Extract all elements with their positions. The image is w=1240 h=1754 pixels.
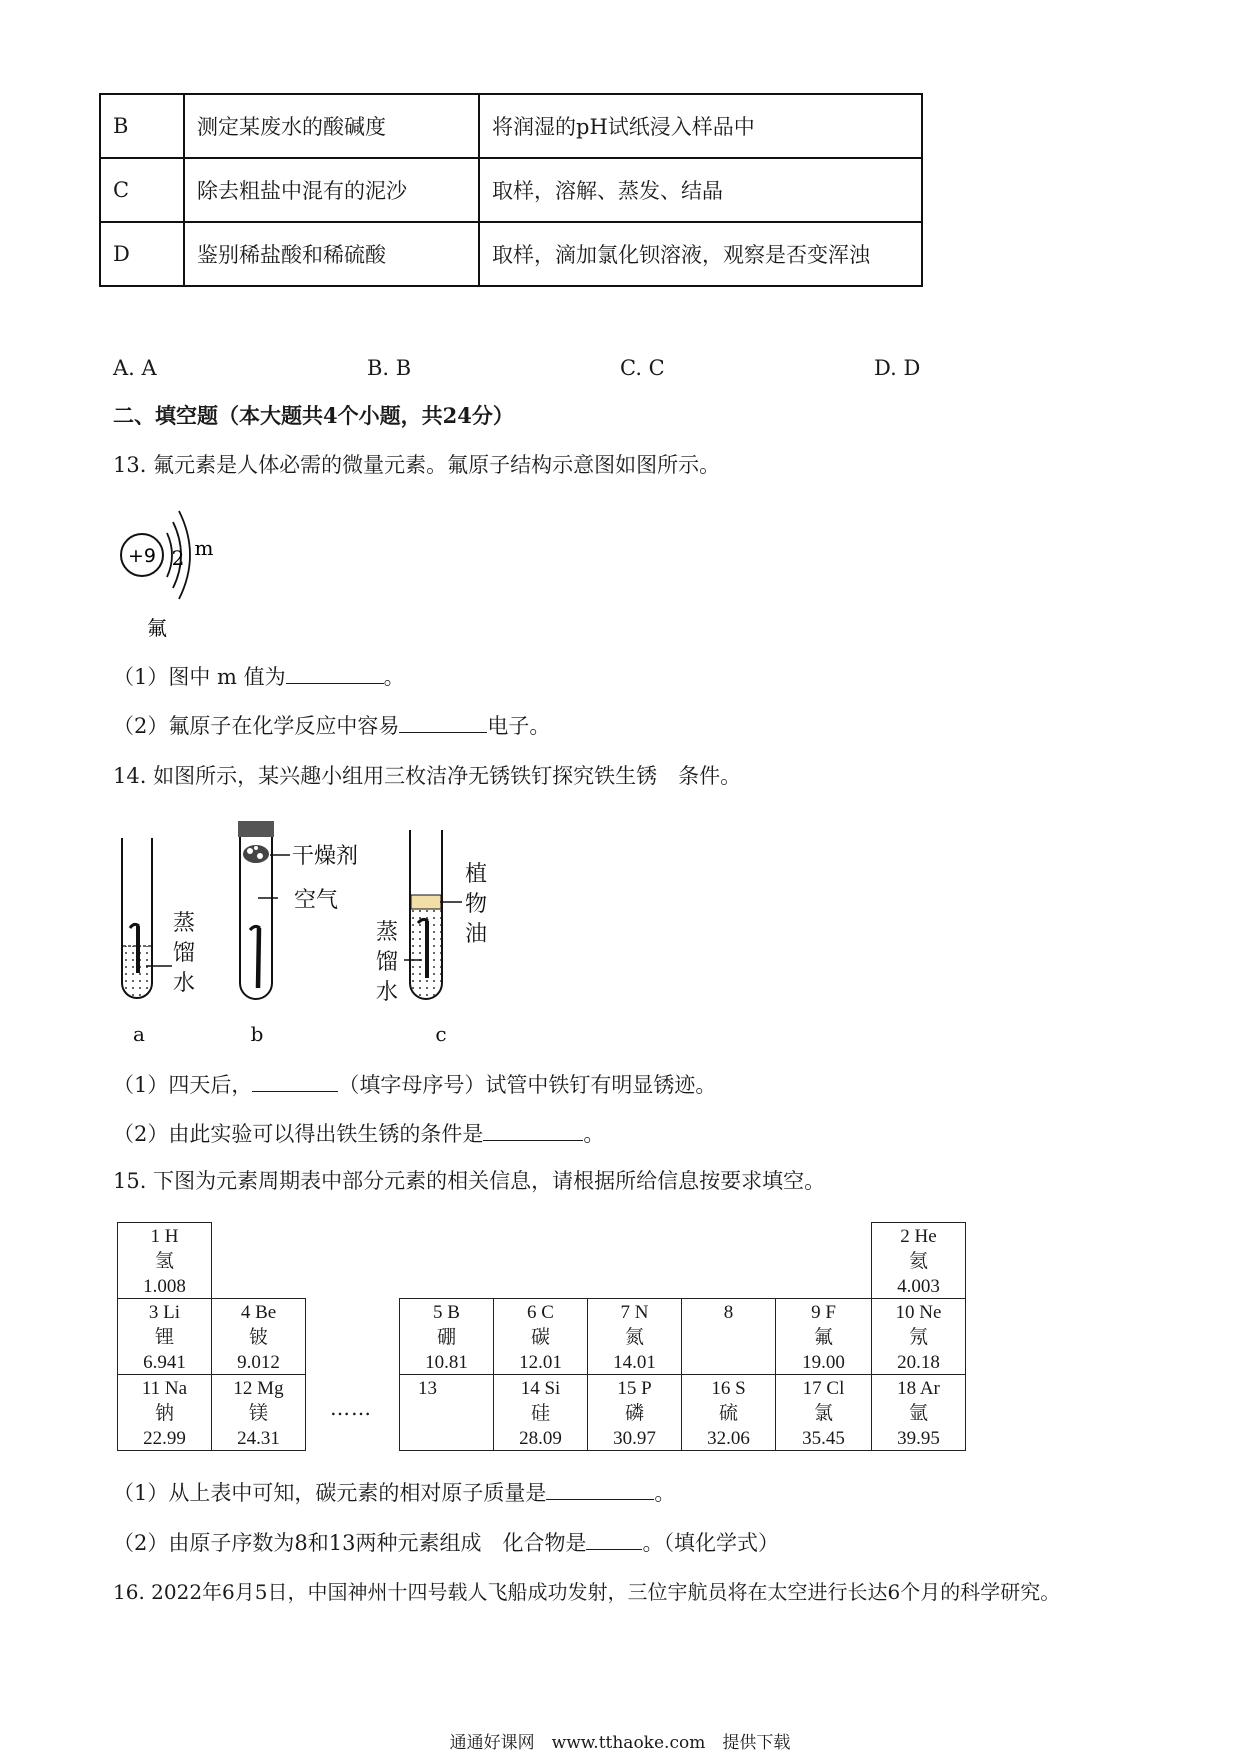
answer-blank[interactable] (483, 1120, 583, 1141)
element-cell-h: 1 H 氢 1.008 (117, 1222, 212, 1299)
option-key: C (100, 158, 184, 222)
shell1-count: 2 (171, 546, 185, 570)
label-desiccant: 干燥剂 (292, 844, 359, 869)
table-row (100, 158, 922, 222)
test-tubes-diagram (110, 818, 510, 1048)
q13-part2: （2）氟原子在化学反应中容易 电子。 (113, 714, 551, 738)
element-cell-b: 5 B 硼 10.81 (399, 1298, 494, 1375)
element-cell-na: 11 Na 钠 22.99 (117, 1374, 212, 1451)
element-cell-li: 3 Li 锂 6.941 (117, 1298, 212, 1375)
element-cell-be: 4 Be 铍 9.012 (211, 1298, 306, 1375)
tube-label-b: b (250, 1022, 264, 1046)
answer-blank[interactable] (399, 712, 487, 733)
choice-c[interactable]: C. C (620, 356, 665, 380)
option-task: 测定某废水的酸碱度 (184, 94, 479, 158)
label-vegetable-oil: 植 (465, 862, 488, 887)
element-cell-ar: 18 Ar 氩 39.95 (871, 1374, 966, 1451)
option-task: 鉴别稀盐酸和稀硫酸 (184, 222, 479, 286)
element-cell-ne: 10 Ne 氖 20.18 (871, 1298, 966, 1375)
options-table (99, 93, 923, 287)
label-distilled-water: 蒸 (173, 911, 196, 936)
section-heading: 二、填空题（本大题共4个小题，共24分） (113, 403, 514, 428)
q13-stem: 13. 氟元素是人体必需的微量元素。氟原子结构示意图如图所示。 (113, 453, 721, 477)
element-cell-si: 14 Si 硅 28.09 (493, 1374, 588, 1451)
table-row (100, 94, 922, 158)
shell2-count: m (194, 536, 214, 560)
q14-part2: （2）由此实验可以得出铁生锈的条件是 。 (113, 1122, 605, 1146)
q14-part1: （1）四天后， （填字母序号）试管中铁钉有明显锈迹。 (113, 1073, 717, 1097)
element-cell-cl: 17 Cl 氯 35.45 (775, 1374, 872, 1451)
tube-label-a: a (133, 1022, 145, 1046)
q15-stem: 15. 下图为元素周期表中部分元素的相关信息，请根据所给信息按要求填空。 (113, 1169, 826, 1193)
q13-part1: （1）图中 m 值为 。 (113, 665, 405, 689)
element-caption: 氟 (147, 616, 167, 640)
tube-label-c: c (435, 1022, 447, 1046)
tube-a (122, 838, 172, 998)
answer-blank[interactable] (546, 1479, 654, 1500)
choice-d[interactable]: D. D (874, 356, 921, 380)
q14-stem: 14. 如图所示，某兴趣小组用三枚洁净无锈铁钉探究铁生锈 条件。 (113, 764, 742, 788)
option-key: B (100, 94, 184, 158)
tube-b (238, 821, 290, 999)
q15-part2: （2）由原子序数为8和13两种元素组成 化合物是 。（填化学式） (113, 1531, 779, 1555)
element-cell-o: 8 (681, 1298, 776, 1375)
option-task: 除去粗盐中混有的泥沙 (184, 158, 479, 222)
option-key: D (100, 222, 184, 286)
answer-blank[interactable] (252, 1071, 338, 1092)
element-cell-p: 15 P 磷 30.97 (587, 1374, 682, 1451)
label-vegetable-oil: 油 (465, 922, 488, 947)
label-distilled-water: 蒸 (376, 920, 399, 945)
tube-c (404, 830, 462, 999)
fluorine-atom-diagram (115, 495, 225, 645)
label-distilled-water: 水 (376, 980, 399, 1005)
q16-stem: 16. 2022年6月5日，中国神州十四号载人飞船成功发射，三位宇航员将在太空进行长达6个月的科学研究。 (113, 1580, 1061, 1604)
element-cell-s: 16 S 硫 32.06 (681, 1374, 776, 1451)
element-cell-f: 9 F 氟 19.00 (775, 1298, 872, 1375)
label-air: 空气 (294, 888, 339, 913)
nucleus-charge: +9 (127, 545, 157, 567)
element-cell-c: 6 C 碳 12.01 (493, 1298, 588, 1375)
element-cell-n: 7 N 氮 14.01 (587, 1298, 682, 1375)
element-cell-he: 2 He 氦 4.003 (871, 1222, 966, 1299)
option-method: 取样，滴加氯化钡溶液，观察是否变浑浊 (479, 222, 922, 286)
element-cell-al: 13 (399, 1374, 494, 1451)
table-row (100, 222, 922, 286)
label-vegetable-oil: 物 (465, 892, 488, 917)
element-cell-mg: 12 Mg 镁 24.31 (211, 1374, 306, 1451)
option-method: 将润湿的pH试纸浸入样品中 (479, 94, 922, 158)
q15-part1: （1）从上表中可知，碳元素的相对原子质量是 。 (113, 1481, 676, 1505)
answer-blank[interactable] (586, 1529, 642, 1550)
choice-a[interactable]: A. A (113, 356, 157, 380)
answer-blank[interactable] (286, 663, 384, 684)
page-footer: 通通好课网 www.tthaoke.com 提供下载 (449, 1733, 791, 1753)
label-distilled-water: 水 (173, 971, 196, 996)
choice-b[interactable]: B. B (367, 356, 412, 380)
label-distilled-water: 馏 (376, 950, 399, 975)
periodic-ellipsis: …… (330, 1396, 372, 1420)
option-method: 取样，溶解、蒸发、结晶 (479, 158, 922, 222)
label-distilled-water: 馏 (173, 941, 196, 966)
